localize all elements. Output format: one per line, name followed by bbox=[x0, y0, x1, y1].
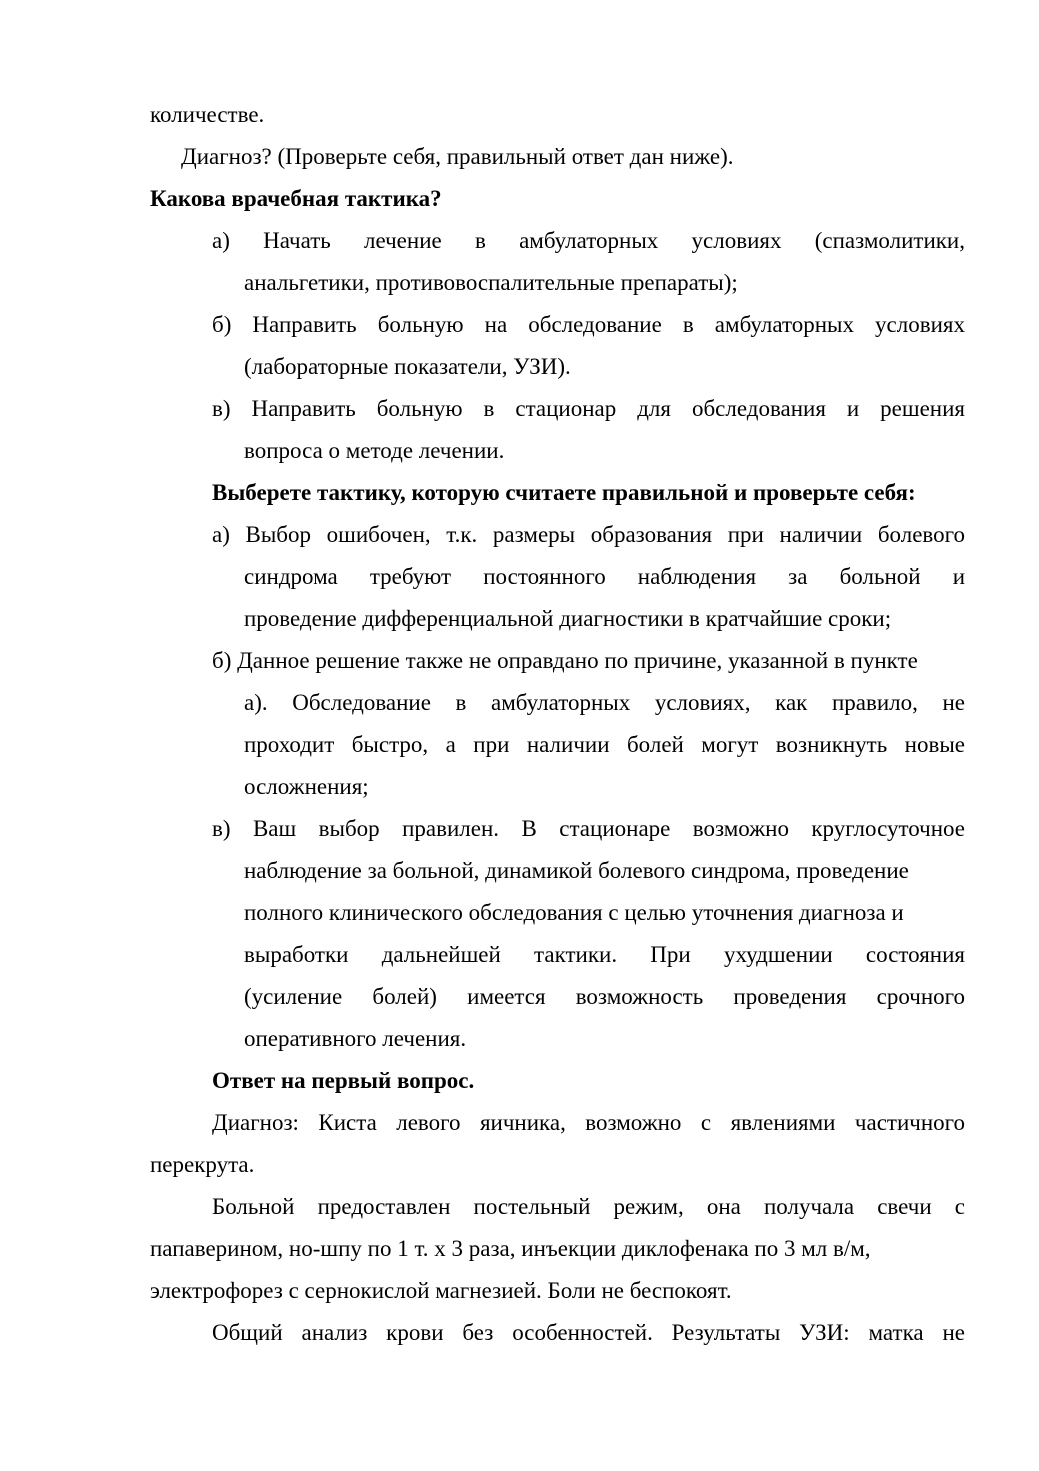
paragraph-line: Общий анализ крови без особенностей. Результаты УЗИ: матка не bbox=[212, 1320, 965, 1345]
answer-line: наблюдение за больной, динамикой болевого синдрома, проведение bbox=[244, 858, 909, 883]
option-line: в) Направить больную в стационар для обследования и решения bbox=[212, 396, 965, 421]
option-line: вопроса о методе лечении. bbox=[244, 438, 505, 463]
text-line: количестве. bbox=[150, 102, 265, 127]
answer-line: полного клинического обследования с целью уточнения диагноза и bbox=[244, 900, 904, 925]
answer-line: выработки дальнейшей тактики. При ухудшении состояния bbox=[244, 942, 965, 967]
paragraph-line: перекрута. bbox=[150, 1152, 255, 1177]
answer-line: в) Ваш выбор правилен. В стационаре возможно круглосуточное bbox=[212, 816, 965, 841]
section-heading: Ответ на первый вопрос. bbox=[212, 1068, 475, 1093]
answer-line: оперативного лечения. bbox=[244, 1026, 467, 1051]
option-line: а) Начать лечение в амбулаторных условиях (спазмолитики, bbox=[212, 228, 965, 253]
answer-line: синдрома требуют постоянного наблюдения за больной и bbox=[244, 564, 965, 589]
answer-line: (усиление болей) имеется возможность проведения срочного bbox=[244, 984, 965, 1009]
paragraph-line: папаверином, но-шпу по 1 т. х 3 раза, инъекции диклофенака по 3 мл в/м, bbox=[150, 1236, 871, 1261]
option-line: (лабораторные показатели, УЗИ). bbox=[244, 354, 571, 379]
answer-line: а) Выбор ошибочен, т.к. размеры образования при наличии болевого bbox=[212, 522, 965, 547]
option-line: б) Направить больную на обследование в амбулаторных условиях bbox=[212, 312, 965, 337]
option-line: анальгетики, противовоспалительные препараты); bbox=[244, 270, 738, 295]
paragraph-line: Диагноз: Киста левого яичника, возможно с явлениями частичного bbox=[212, 1110, 965, 1135]
text-line: Диагноз? (Проверьте себя, правильный ответ дан ниже). bbox=[181, 144, 734, 169]
answer-line: проходит быстро, а при наличии болей могут возникнуть новые bbox=[244, 732, 965, 757]
answer-line: осложнения; bbox=[244, 774, 369, 799]
paragraph-line: электрофорез с сернокислой магнезией. Боли не беспокоят. bbox=[150, 1278, 732, 1303]
answer-line: а). Обследование в амбулаторных условиях, как правило, не bbox=[244, 690, 965, 715]
paragraph-line: Больной предоставлен постельный режим, она получала свечи с bbox=[212, 1194, 965, 1219]
section-heading: Выберете тактику, которую считаете правильной и проверьте себя: bbox=[212, 480, 916, 505]
answer-line: проведение дифференциальной диагностики в кратчайшие сроки; bbox=[244, 606, 892, 631]
answer-line: б) Данное решение также не оправдано по причине, указанной в пункте bbox=[212, 648, 918, 673]
section-heading: Какова врачебная тактика? bbox=[150, 186, 442, 211]
